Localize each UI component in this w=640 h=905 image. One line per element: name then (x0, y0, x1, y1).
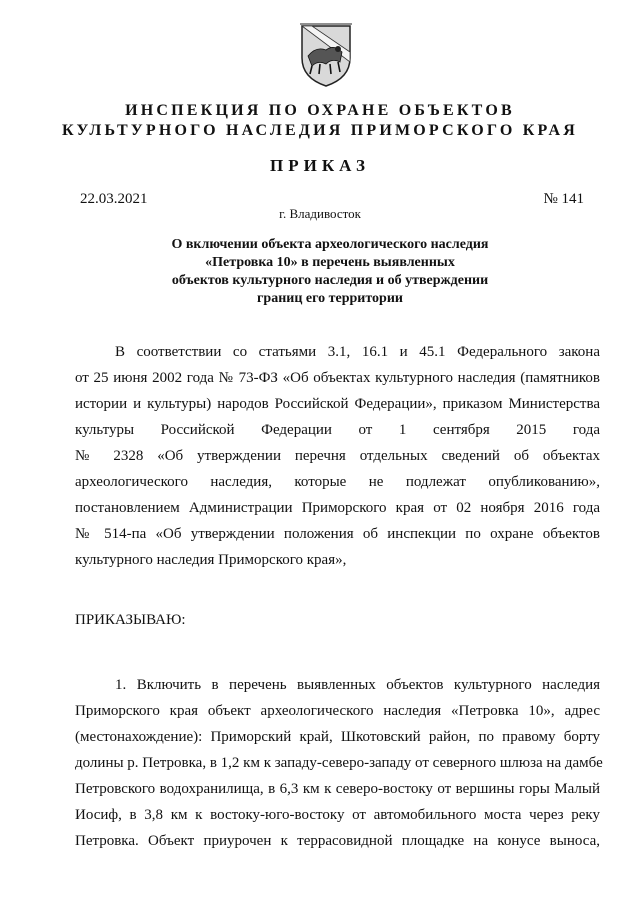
text-line: № 514-па «Об утверждении положения об инспекции по охране объектов (75, 526, 600, 542)
document-date: 22.03.2021 (80, 191, 148, 207)
title-line: О включении объекта археологического наследия (171, 237, 489, 252)
text-line: Петровка. Объект приурочен к террасовидной площадке на конусе выноса, (75, 833, 600, 849)
title-line: объектов культурного наследия и об утверждении (171, 273, 489, 288)
text-line: от 25 июня 2002 года № 73-ФЗ «Об объектах культурного наследия (памятников (75, 370, 600, 386)
text-line: археологического наследия, которые не подлежат опубликованию», (75, 474, 600, 490)
title-line: «Петровка 10» в перечень выявленных (205, 255, 455, 270)
text-line: культурного наследия Приморского края», (75, 552, 347, 568)
text-line: (местонахождение): Приморский край, Шкотовский район, по правому борту (75, 729, 600, 745)
item-1-paragraph (75, 672, 603, 854)
document-type: ПРИКАЗ (270, 156, 370, 175)
text-line: № 2328 «Об утверждении перечня отдельных сведений об объектах (75, 448, 600, 464)
coat-of-arms-emblem (298, 22, 354, 88)
text-line: культуры Российской Федерации от 1 сентября 2015 года (75, 422, 600, 438)
document-city: г. Владивосток (279, 206, 361, 221)
text-line: В соответствии со статьями 3.1, 16.1 и 45.1 Федерального закона (115, 344, 600, 360)
text-line: постановлением Администрации Приморского края от 02 ноября 2016 года (75, 500, 600, 516)
agency-name-line2: КУЛЬТУРНОГО НАСЛЕДИЯ ПРИМОРСКОГО КРАЯ (62, 122, 578, 139)
document-number: № 141 (543, 191, 584, 207)
preamble-paragraph (75, 339, 600, 573)
order-directive: ПРИКАЗЫВАЮ: (75, 612, 186, 628)
text-line: Иосиф, в 3,8 км к востоку-юго-востоку от автомобильного моста через реку (75, 807, 600, 823)
text-line: Приморского края объект археологического наследия «Петровка 10», адрес (75, 703, 600, 719)
text-line: 1. Включить в перечень выявленных объектов культурного наследия (115, 677, 600, 693)
text-line: долины р. Петровка, в 1,2 км к западу-северо-западу от северного шлюза на дамбе (75, 755, 603, 771)
agency-name-line1: ИНСПЕКЦИЯ ПО ОХРАНЕ ОБЪЕКТОВ (125, 102, 515, 119)
shield-icon (298, 22, 354, 88)
document-title (150, 236, 510, 308)
text-line: Петровского водохранилища, в 6,3 км к северо-востоку от вершины горы Малый (75, 781, 600, 797)
title-line: границ его территории (257, 291, 403, 306)
text-line: истории и культуры) народов Российской Федерации», приказом Министерства (75, 396, 600, 412)
